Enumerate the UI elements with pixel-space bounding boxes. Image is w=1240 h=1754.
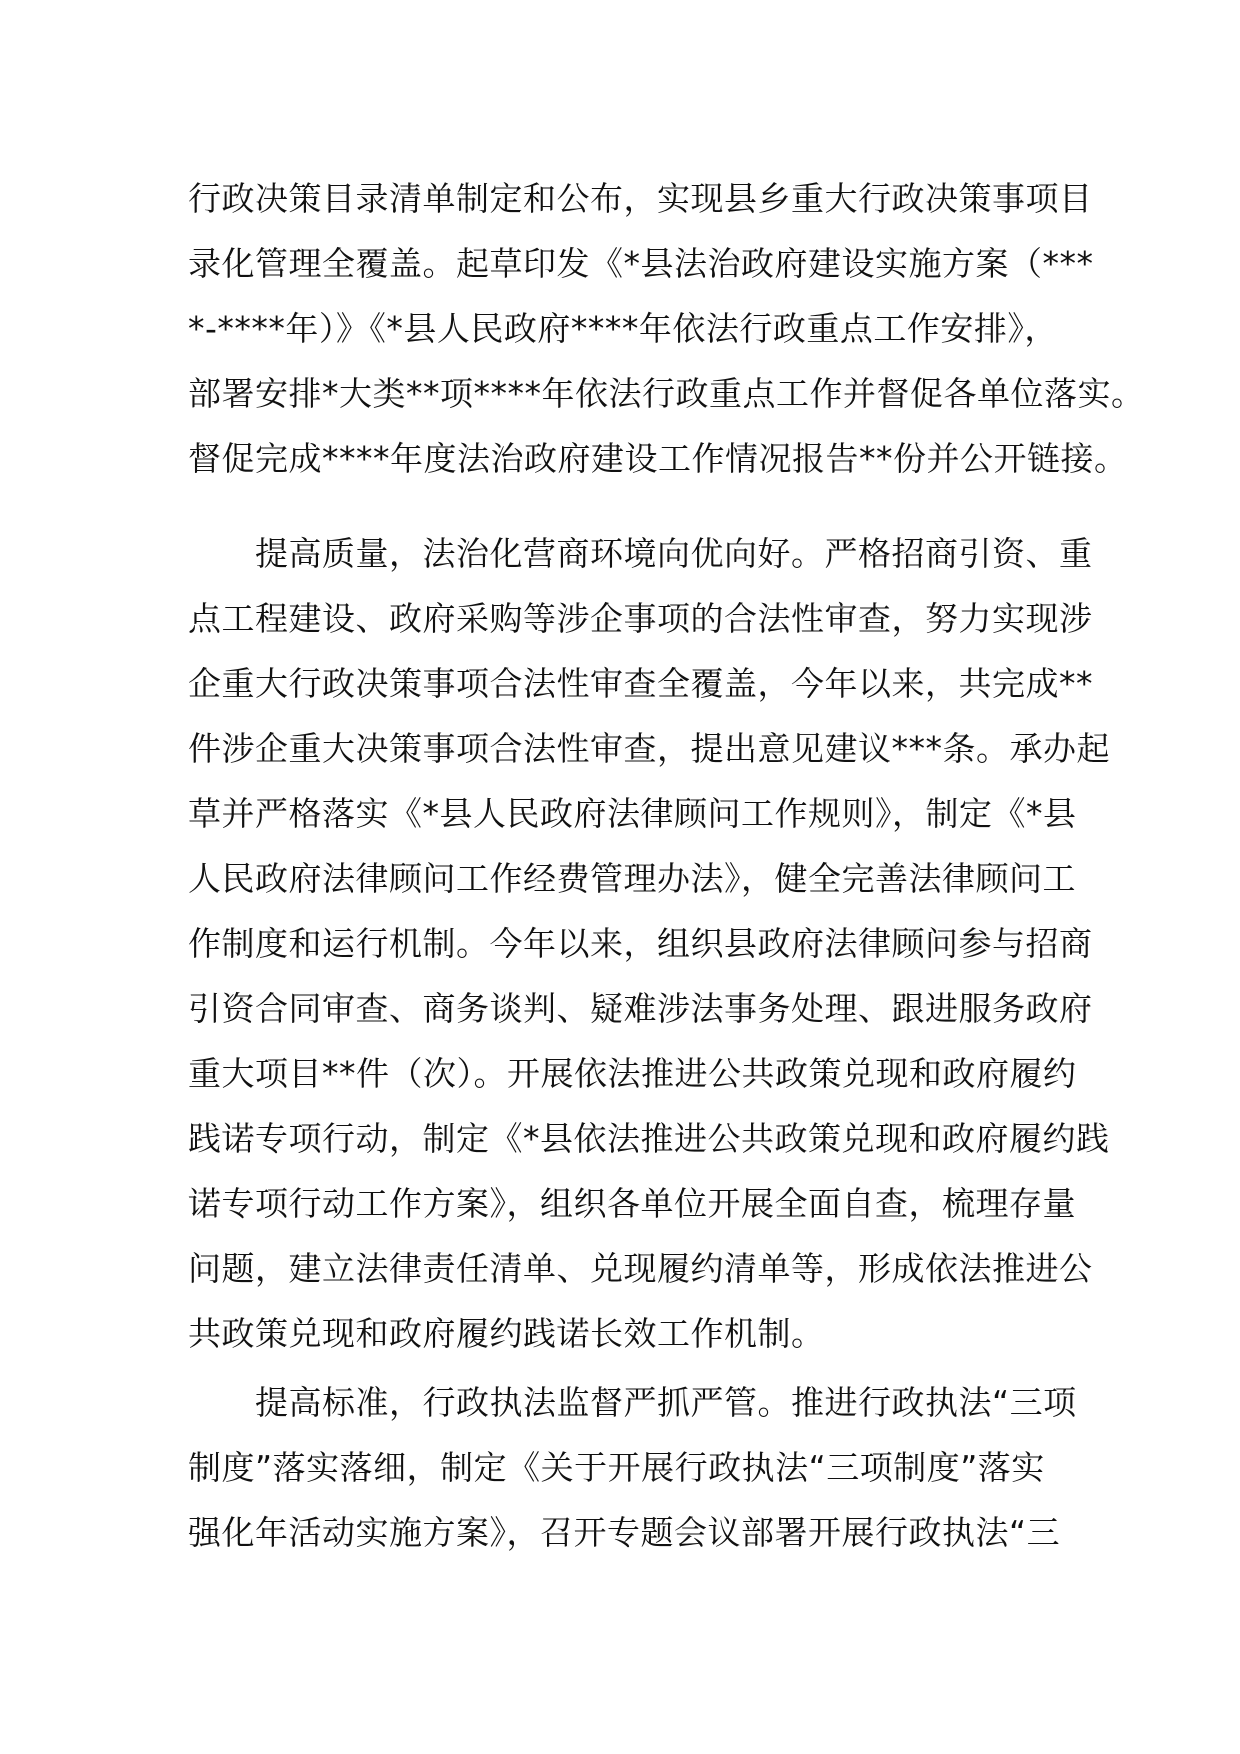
text-line: 制度”落实落细，制定《关于开展行政执法“三项制度”落实 <box>188 1448 1045 1487</box>
text-line: 引资合同审查、商务谈判、疑难涉法事务处理、跟进服务政府 <box>188 989 1093 1028</box>
document-body <box>188 166 1145 1565</box>
text-line: 强化年活动实施方案》，召开专题会议部署开展行政执法“三 <box>188 1513 1061 1552</box>
text-line: 部署安排*大类**项****年依法行政重点工作并督促各单位落实。 <box>188 374 1145 413</box>
text-line: 共政策兑现和政府履约践诺长效工作机制。 <box>188 1314 825 1353</box>
text-line: 行政决策目录清单制定和公布，实现县乡重大行政决策事项目 <box>188 179 1093 218</box>
text-line: 提高质量，法治化营商环境向优向好。严格招商引资、重 <box>188 534 1093 573</box>
text-line: 督促完成****年度法治政府建设工作情况报告**份并公开链接。 <box>188 439 1128 478</box>
paragraph-spacer <box>188 491 1068 521</box>
text-line: 草并严格落实《*县人民政府法律顾问工作规则》，制定《*县 <box>188 794 1077 833</box>
text-line: 件涉企重大决策事项合法性审查，提出意见建议***条。承办起 <box>188 729 1110 768</box>
paragraph-3 <box>188 1370 1077 1565</box>
text-line: 重大项目**件（次）。开展依法推进公共政策兑现和政府履约 <box>188 1054 1077 1093</box>
paragraph-1 <box>188 166 1145 491</box>
text-line: 践诺专项行动，制定《*县依法推进公共政策兑现和政府履约践 <box>188 1119 1110 1158</box>
text-line: 作制度和运行机制。今年以来，组织县政府法律顾问参与招商 <box>188 924 1093 963</box>
text-line: 点工程建设、政府采购等涉企事项的合法性审查，努力实现涉 <box>188 599 1093 638</box>
text-line: 录化管理全覆盖。起草印发《*县法治政府建设实施方案（*** <box>188 244 1094 283</box>
text-line: 企重大行政决策事项合法性审查全覆盖，今年以来，共完成** <box>188 664 1093 703</box>
paragraph-2 <box>188 521 1110 1366</box>
text-line: *-****年）》《*县人民政府****年依法行政重点工作安排》， <box>188 309 1058 348</box>
text-line: 人民政府法律顾问工作经费管理办法》，健全完善法律顾问工 <box>188 859 1076 898</box>
text-line: 诺专项行动工作方案》，组织各单位开展全面自查，梳理存量 <box>188 1184 1076 1223</box>
text-line: 问题，建立法律责任清单、兑现履约清单等，形成依法推进公 <box>188 1249 1093 1288</box>
text-line: 提高标准，行政执法监督严抓严管。推进行政执法“三项 <box>188 1383 1077 1422</box>
